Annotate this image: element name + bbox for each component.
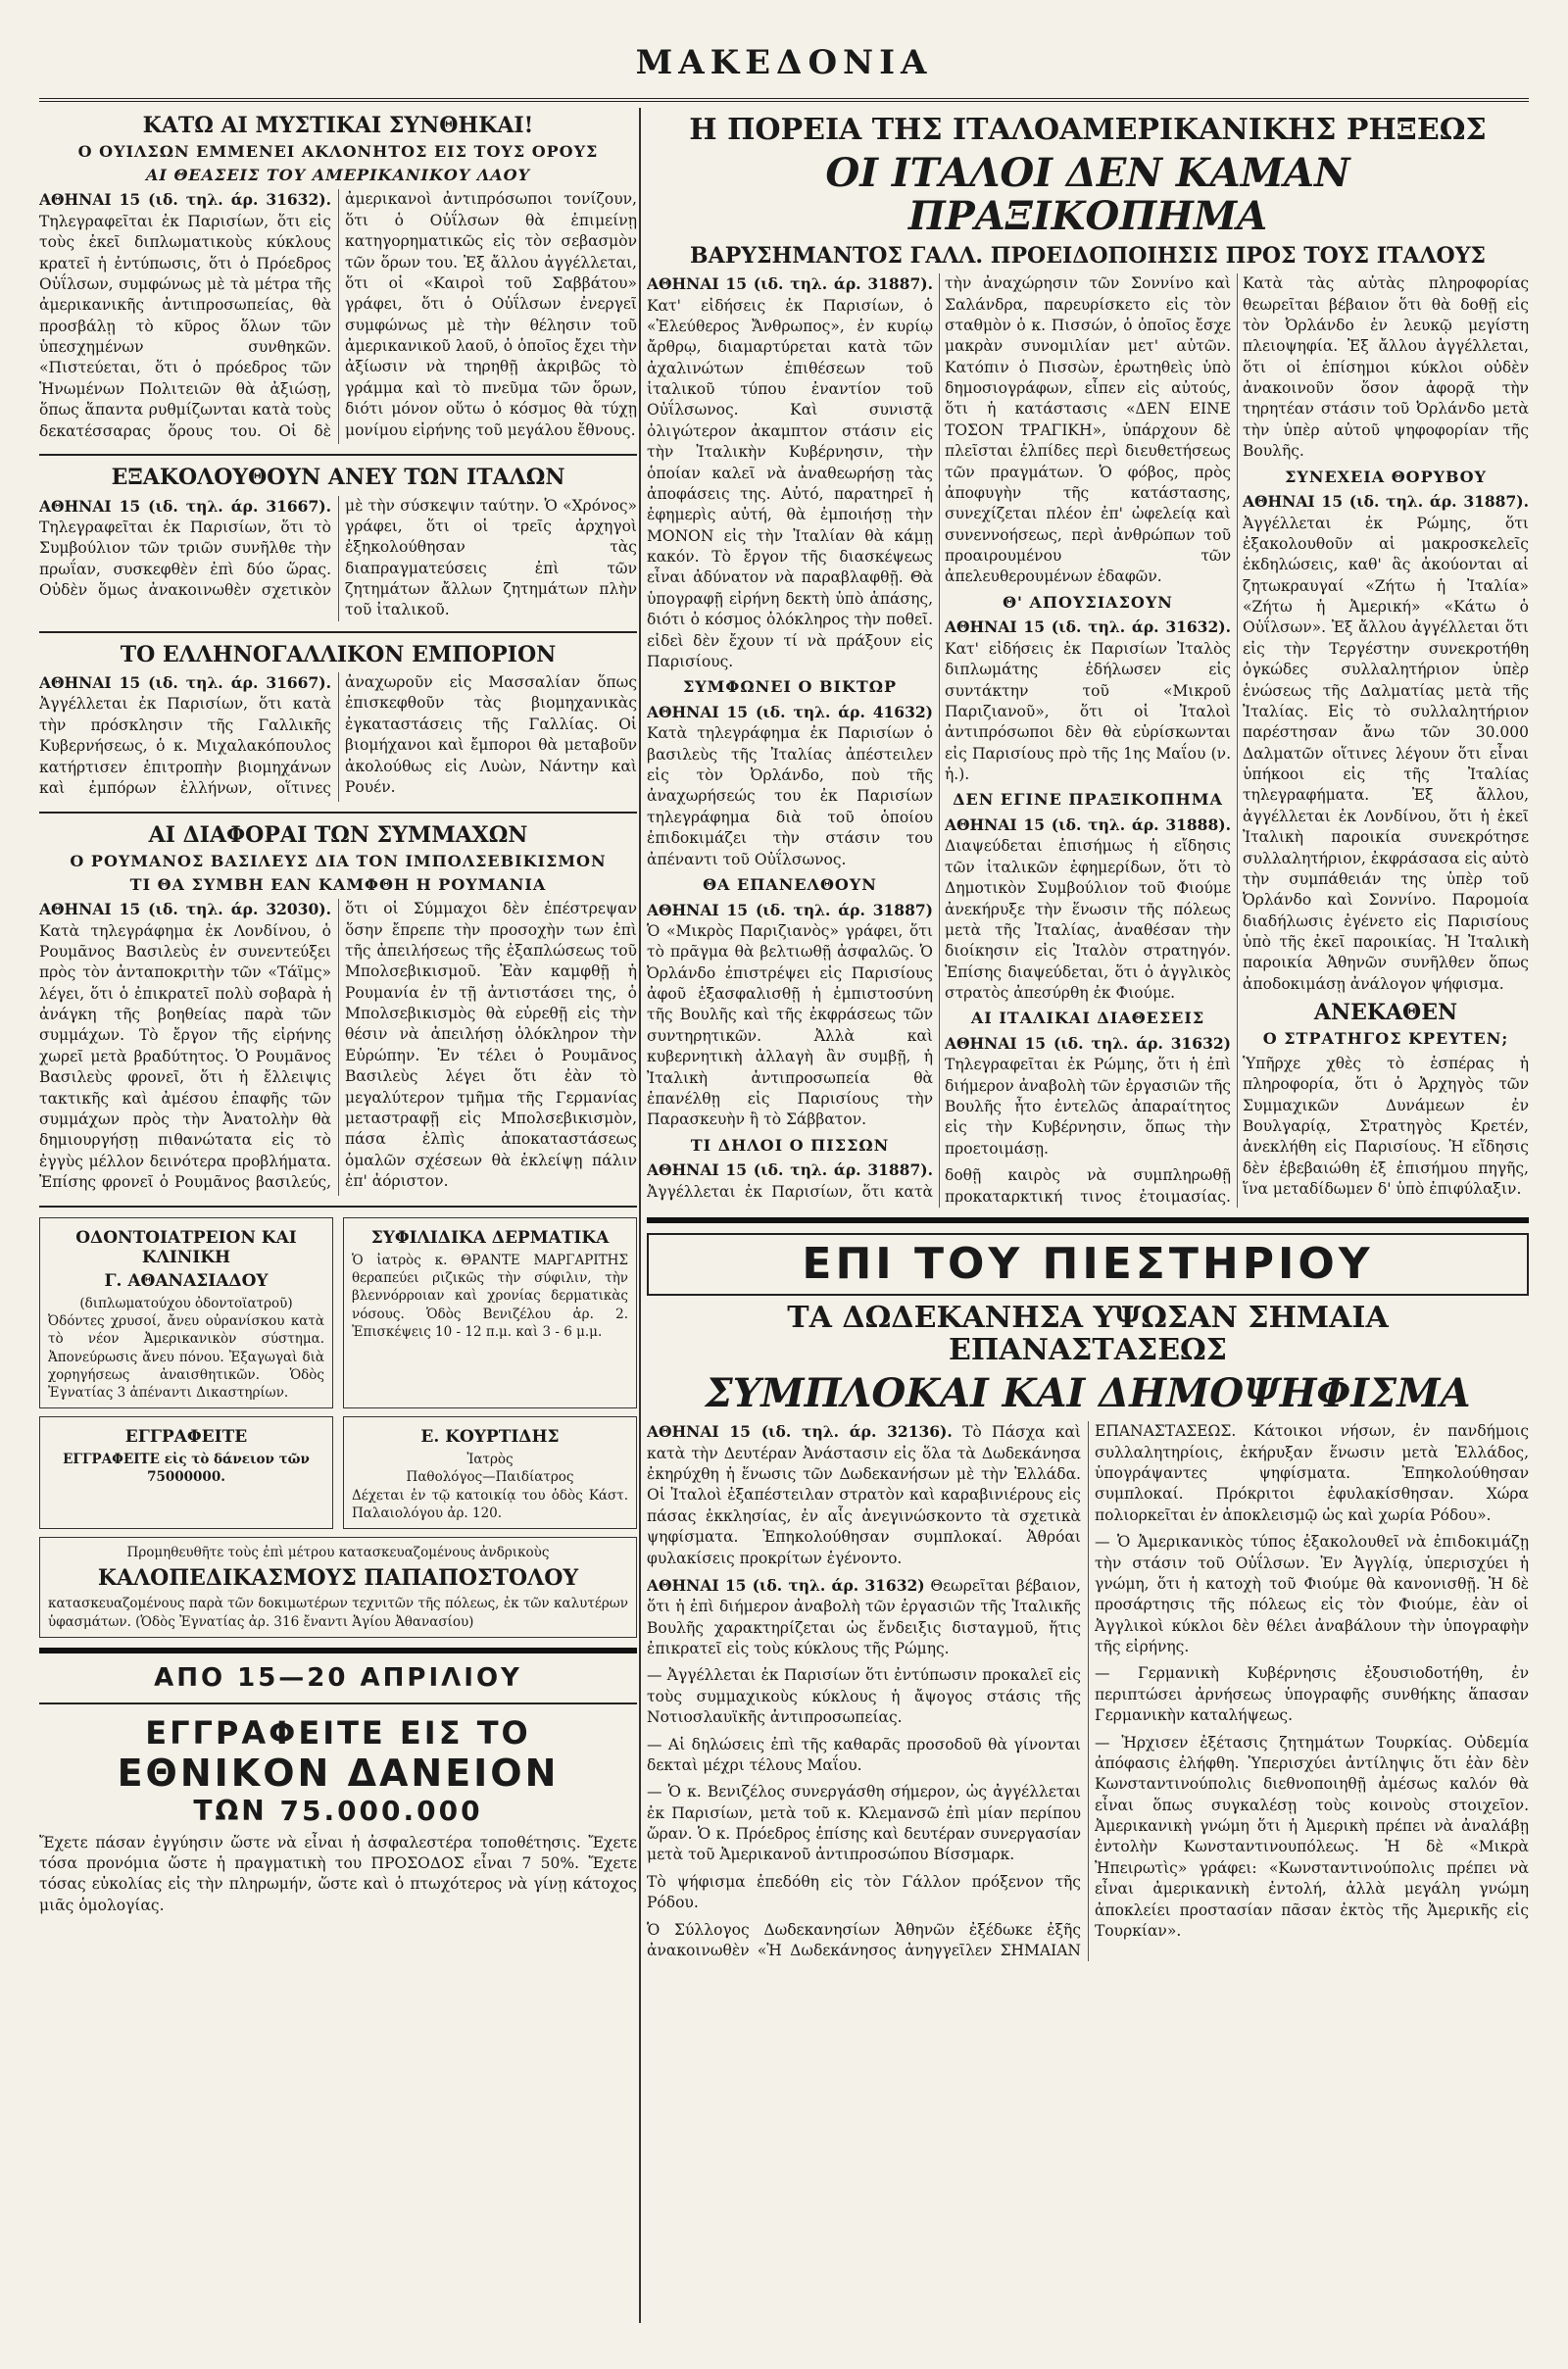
loan-line: ΕΓΓΡΑΦΕΙΤΕ ΕΙΣ ΤΟ [145, 1713, 531, 1752]
ad-title: ΣΥΦΙΛΙΔΙΚΑ ΔΕΡΜΑΤΙΚΑ [370, 1227, 610, 1248]
ad-subscribe [39, 1416, 333, 1529]
ad-text: κατασκευαζομένους παρὰ τῶν δοκιμωτέρων τεχνιτῶν τῆς πόλεως, ἐκ τῶν καλυτέρων ὑφασμάτων. (Ὁδὸς Ἐγνατίας ἀρ. 316 ἔναντι Ἁγίου Ἀθανασίου) [48, 1596, 628, 1630]
article-text: Τὸ Πάσχα καὶ κατὰ τὴν Δευτέραν Ἀνάστασιν εἰς ὅλα τὰ Δωδεκάνησα ἐκηρύχθη ἡ ἕνωσις τῶν Δωδεκανήσων μὲ τὴν Ἑλλάδα. Οἱ Ἰταλοὶ ἐξαπέστειλαν στρατὸν καὶ καραβινιέρους εἰς πάσας ἐκκλησίας, ἐν αἷς ἀνεγινώσκοντο τὰ σχετικὰ ψηφίσματα. Ἐπηκολούθησαν συμπλοκαί. Ἀθρόαι φυλακίσεις προκρίτων ἐγένοντο. [647, 1423, 1081, 1567]
ad-national-loan [39, 1663, 637, 1917]
article-without-italians [39, 466, 637, 620]
article-heading: ΑΙ ΔΙΑΦΟΡΑΙ ΤΩΝ ΣΥΜΜΑΧΩΝ [148, 821, 528, 848]
ad-subtitle: (διπλωματούχου ὀδοντοϊατροῦ) [79, 1295, 293, 1311]
ad-name: Ε. ΚΟΥΡΤΙΔΗΣ [420, 1427, 560, 1448]
section-rule [39, 1648, 637, 1653]
article-greco-french-trade [39, 643, 637, 802]
article-text: Κατ' εἰδήσεις ἐκ Παρισίων, ὁ «Ἐλεύθερος Ἄνθρωπος», ἐν κυρίῳ ἄρθρῳ, διαμαρτύρεται κατὰ τῶν ἀχαλινώτων ἐπιθέσεων τοῦ ἰταλικοῦ τύπου ἐναντίον τοῦ Οὐΐλσωνος. Καὶ συνιστᾷ ὀλιγώτερον ἀκαμπτον στάσιν εἰς τὴν Ἰταλικὴν Κυβέρνησιν, τὴν ὁποίαν καλεῖ νὰ ἀναθεωρήσῃ τὰς ἀποφάσεις της. Αὐτό, παρατηρεῖ ἡ ἐφημερὶς αὐτή, θὰ ἐμποιήσῃ τὴν ΜΟΝΟΝ εἰς τὴν Ἰταλίαν θὰ κάμῃ κακόν. Τὸ ἔργον τῆς διασκέψεως εἶναι ἀδύνατον νὰ παραβλαφθῇ. Θὰ ὑπογραφῇ εἰρήνη δεκτὴ ὑπὸ ἁπάσης, διότι ὁ κόσμος ὁλόκληρος τὴν ποθεῖ. εἰδεὶ δὲν ἔχουν τί νὰ πράξουν εἰς Παρισίους. [647, 296, 933, 670]
ad-row [39, 1217, 637, 1408]
ad-title: ΕΓΓΡΑΦΕΙΤΕ [124, 1427, 248, 1448]
article-heading: ΤΑ ΔΩΔΕΚΑΝΗΣΑ ΥΨΩΣΑΝ ΣΗΜΑΙΑ ΕΠΑΝΑΣΤΑΣΕΩΣ [787, 1301, 1389, 1368]
advertisements [39, 1217, 637, 1638]
article-text: Ὁ Σύλλογος Δωδεκανησίων Ἀθηνῶν ἐξέδωκε ἐξῆς ἀνακοινωθὲν «Ἡ Δωδεκάνησος ἀνηγγεῖλεν ΣΗΜΑΙΑΝ ΕΠΑΝΑΣΤΑΣΕΩΣ. Κάτοικοι νήσων, ἐν πανδήμοις συλλαλητηρίοις, ἐκήρυξαν ἕνωσιν μετὰ Ἑλλάδος, ὑπογράψαντες ψηφίσματα. Ἐπηκολούθησαν συμπλοκαί. Πρόκριτοι ἐφυλακίσθησαν. Χώρα πολιορκεῖται ἐν ἀποκλεισμῷ ὡς καὶ χωρία Ρόδου». [647, 1422, 1529, 1959]
article-subheading: Ο ΟΥΙΛΣΩΝ ΕΜΜΕΝΕΙ ΑΚΛΟΝΗΤΟΣ ΕΙΣ ΤΟΥΣ ΟΡΟΥΣ [77, 142, 599, 162]
article-headline: ΟΙ ΙΤΑΛΟΙ ΔΕΝ ΚΑΜΑΝ ΠΡΑΞΙΚΟΠΗΜΑ [825, 150, 1350, 239]
ad-specialty: Παθολόγος—Παιδίατρος [406, 1469, 574, 1486]
article-text: — Αἱ δηλώσεις ἐπὶ τῆς καθαρᾶς προσοδοῦ θὰ γίνονται δεκταὶ μέχρι τέλους Μαΐου. [647, 1735, 1081, 1774]
article-subheading: ΑΙ ΘΕΑΣΕΙΣ ΤΟΥ ΑΜΕΡΙΚΑΝΙΚΟΥ ΛΑΟΥ [145, 165, 530, 184]
ad-dentist [39, 1217, 333, 1408]
section-rule [39, 631, 637, 633]
ad-text: Δέχεται ἐν τῷ κατοικίᾳ του ὁδὸς Κάστ. Παλαιολόγου ἀρ. 120. [352, 1487, 628, 1521]
masthead [39, 29, 1529, 102]
article-text: Ἀγγέλλεται ἐκ Ρώμης, ὅτι ἐξακολουθοῦν αἱ μακροσκελεῖς ἐκδηλώσεις, καθ' ἃς ἀκούονται αἱ ζητωκραυγαί «Ζήτω ἡ Ἰταλία» «Ζήτω ἡ Ἀμερική» «Κάτω ὁ Οὐΐλσων». Ἐξ ἄλλου ἀγγέλλεται ὅτι εἰς τὴν Τεργέστην συνεκροτήθη ὀγκώδες συλλαλητήριον ὑπὲρ ἑνώσεως τῆς Δαλματίας μετὰ τῆς Ἰταλίας. Εἰς τὸ συλλαλητήριον παρέστησαν ἄνω τῶν 30.000 Δαλματῶν οἵτινες λέγουν ὅτι εἶναι ὑπήκοοι εἰς τῆς Ἰταλίας τηλεγραφήματα. Ἐξ ἄλλου, ἀγγέλλεται ἐκ Λονδίνου, ὅτι ἡ ἐκεῖ Ἰταλικὴ παροικία συνεκρότησε συλλαλητήριον, ἐκφράσασα εἰς αὐτὸ τὴν συμπάθειάν της ὑπὲρ τοῦ Ὀρλάνδο καὶ Σοννίνο. Παρομοία διαδήλωσις ἐγένετο εἰς Παρισίους ὑπὸ τῆς ἐκεῖ παροικίας. Ἡ Ἰταλικὴ παροικία Ἀθηνῶν συνῆλθεν ὅπως ἀποδοκιμάσῃ ἀνάλογον ψήφισμα. [1243, 514, 1529, 993]
article-dodecanese [647, 1302, 1529, 1961]
article-secret-treaties [39, 114, 637, 444]
article-body [647, 1421, 1529, 1961]
section-rule [39, 1206, 637, 1208]
article-text: Τηλεγραφεῖται ἐκ Παρισίων, ὅτι εἰς τοὺς ἐκεῖ διπλωματικοὺς κύκλους κρατεῖ ἡ ἐντύπωσις, ὅτι ὁ Πρόεδρος Οὐΐλσων, συμφώνως μὲ τὰ μέτρα τῆς ἀμερικανικῆς ἀντιπροσωπείας, θὰ προσβάλῃ τὸ κῦρος ὅλων τῶν ὑπεσχημένων συνθηκῶν. «Πιστεύεται, ὅτι ὁ πρόεδρος τῶν Ἡνωμένων Πολιτειῶν θὰ ἀξιώσῃ, ὅπως ἅπαντα ρυθμίζωνται κατὰ τοὺς δεκατέσσαρας ὅρους του. Οἱ δὲ ἀμερικανοὶ ἀντιπρόσωποι τονίζουν, ὅτι ὁ Οὐΐλσων θὰ ἐπιμείνῃ κατηγορηματικῶς εἰς τὸν σεβασμὸν τῶν ὅρων του. Ἐξ ἄλλου ἀγγέλλεται, ὅτι οἱ «Καιροὶ τοῦ Σαββάτου» γράφει, ὅτι ὁ Οὐΐλσων ἐνεργεῖ συμφώνως μὲ τὴν θέλησιν τοῦ ἀμερικανικοῦ λαοῦ, ὁ ὁποῖος ἔχει τὴν ἀξίωσιν νὰ τηρηθῇ ἀκριβῶς τὸ γράμμα καὶ τὸ πνεῦμα τῶν ὅρων, διότι μόνον οὕτω ὁ κόσμος θὰ τύχῃ μονίμου εἰρήνης τοῦ μεγάλου ἔθνους. [39, 190, 637, 440]
ad-text: Ὁ ἰατρὸς κ. ΘΡΑΝΤΕ ΜΑΡΓΑΡΙΤΗΣ θεραπεύει ριζικῶς τὴν σύφιλιν, τὴν βλεννόρροιαν καὶ χρονίας δερματικὰς νόσους. Ὁδὸς Βενιζέλου ἀρ. 2. Ἐπισκέψεις 10 - 12 π.μ. καὶ 3 - 6 μ.μ. [352, 1252, 628, 1340]
section-rule [39, 454, 637, 456]
article-text: Ἀγγέλλεται ἐκ Παρισίων, ὅτι κατὰ τὴν ἀναχώρησιν τῶν Σοννίνο καὶ Σαλάνδρα, παρευρίσκετο εἰς τὸν σταθμὸν ὁ κ. Πισσών, ὁ ὁποῖος ἔσχε μακρὰν συνομιλίαν μετ' αὐτῶν. Κατόπιν ὁ Πισσὼν, ἐρωτηθεὶς ὑπὸ δημοσιογράφων, εἶπεν εἰς αὐτούς, ὅτι ἡ κατάστασις «ΔΕΝ ΕΙΝΕ ΤΟΣΟΝ ΤΡΑΓΙΚΗ», ὑπάρχουν δὲ πλεῖσται ἐλπίδες περὶ διευθετήσεως τῶν πραγμάτων. Ὁ φόβος, πρὸς ἀποφυγὴν τῆς κατάστασης, συνεχίζεται πλέον ἐπ' ὠφελείᾳ καὶ συνεννοήσεως, περὶ ἀνθρώπων τοῦ προαιρουμένου τῶν ἀπελευθερουμένων ἐδαφῶν. [647, 274, 1231, 1201]
ad-title: ΟΔΟΝΤΟΙΑΤΡΕΙΟΝ ΚΑΙ ΚΛΙΝΙΚΗ [75, 1227, 297, 1267]
article-text: Ἀγγέλλεται ἐκ Παρισίων, ὅτι κατὰ τὴν πρόσκλησιν τῆς Γαλλικῆς Κυβερνήσεως, ὁ κ. Μιχαλακόπουλος κατήρτισεν ἐπιτροπὴν βιομηχάνων καὶ ἐμπόρων ἑλλήνων, οἵτινες ἀναχωροῦν εἰς Μασσαλίαν ὅπως ἐπισκεφθοῦν τὰς βιομηχανικὰς ἐγκαταστάσεις τῆς Γαλλίας. Οἱ βιομήχανοι καὶ ἔμποροι θὰ μεταβοῦν ἀκολούθως εἰς Λυὼν, Νάντην καὶ Ρουέν. [39, 673, 637, 797]
article-body [39, 189, 637, 444]
article-text: Κατὰ τηλεγράφημα ἐκ Λονδίνου, ὁ Ρουμᾶνος Βασιλεὺς ἐν συνεντεύξει πρὸς τὸν ἀνταποκριτὴν τῶν «Τάϊμς» λέγει, ὅτι ὁ ἐπικρατεῖ πολὺ σοβαρὰ ἡ ἀνάγκη τῆς βοηθείας παρὰ τῶν συμμάχων. Τὸ ἔργον τῆς εἰρήνης χωρεῖ μετὰ βραδύτητος. Ὁ Ρουμᾶνος Βασιλεὺς φρονεῖ, ὅτι ἡ ἔλλειψις τακτικῆς καὶ ἀμέσου ἐπαφῆς τῶν συμμάχων πρὸς τὴν Ἀνατολὴν θὰ δημιουργήσῃ πιθανώτατα εἰς τὸ ἐγγὺς μέλλον δεινότερα προβλήματα. Ἐπίσης φρονεῖ ὁ Ρουμᾶνος βασιλεύς, ὅτι οἱ Σύμμαχοι δὲν ἐπέστρεψαν ὅσην ἔπρεπε τὴν προσοχὴν των ἐπὶ τῆς ἀπειλήσεως τῆς ἐξαπλώσεως τοῦ Μπολσεβικισμοῦ. Ἐὰν καμφθῇ ἡ Ρουμανία ἐν τῇ ἀντιστάσει της, ὁ Μπολσεβικισμὸς θὰ εὐρεθῇ εἰς τὴν θέσιν νὰ ἀπειλήσῃ ὁλόκληρον τὴν Εὐρώπην. Ἐν τέλει ὁ Ρουμᾶνος Βασιλεὺς λέγει ὅτι ἐὰν τὸ μεγαλύτερον τμῆμα τῆς Γερμανίας μεταστραφῇ εἰς Μπολσεβικισμὸν, πάσα ἐλπὶς ἀποκαταστάσεως ὁμαλῶν σχέσεων θὰ ἐκλείψῃ πάλιν ἐπ' ἀόριστον. [39, 900, 637, 1191]
section-subheading: ΘΑ ΕΠΑΝΕΛΘΟΥΝ [703, 874, 877, 894]
article-text: Τηλεγραφεῖται ἐκ Ρώμης, ὅτι ἡ ἐπὶ διήμερον ἀναβολὴ τῶν ἐργασιῶν τῆς Βουλῆς ἦτο ἐντελῶς ἀπαραίτητος εἰς τὴν Κυβέρνησιν, ὅπως τὴν προετοιμάσῃ. [945, 1056, 1231, 1158]
ad-row [39, 1416, 637, 1529]
ad-title: ΚΑΛΟΠΕΔΙΚΑΣΜΟΥΣ ΠΑΠΑΠΟΣΤΟΛΟΥ [97, 1565, 579, 1592]
section-rule [39, 1703, 637, 1704]
ad-tailor [39, 1537, 637, 1638]
section-rule [39, 812, 637, 814]
article-text: — Ὁ Ἀμερικανικὸς τύπος ἐξακολουθεῖ νὰ ἐπιδοκιμάζῃ τὴν στάσιν τοῦ Οὐΐλσων. Ἐν Ἀγγλίᾳ, ὑπερισχύει ἡ γνώμη, ὅτι ἡ κατοχὴ τοῦ Φιούμε θὰ κανονισθῇ. Ἡ δὲ προσάρτησις τῆς πόλεως εἰς τὸν Φιούμε, ἐὰν οἱ Ἀγγλικοὶ κύκλοι δὲν θέλει ἀναβάλουν τὴν ὑπογραφὴν τῆς εἰρήνης. [1095, 1533, 1529, 1656]
article-text: Θεωρεῖται βέβαιον, ὅτι ἡ ἐπὶ διήμερον ἀναβολὴ τῶν ἐργασιῶν τῆς Ἰταλικῆς Βουλῆς χαρακτηρίζεται ὡς ἔνδειξις δισταγμοῦ, ἥτις ἐπικρατεῖ εἰς τοὺς κύκλους τῆς Ρώμης. [647, 1576, 1081, 1658]
ad-physician [343, 1416, 637, 1529]
dateline: ΑΘΗΝΑΙ 15 (ιδ. τηλ. άρ. 32136). [647, 1422, 953, 1442]
article-heading: ΚΑΤΩ ΑΙ ΜΥΣΤΙΚΑΙ ΣΥΝΘΗΚΑΙ! [142, 113, 534, 138]
newspaper-title: ΜΑΚΕΔΟΝΙΑ [635, 43, 933, 82]
left-column [39, 108, 637, 2369]
dateline: ΑΘΗΝΑΙ 15 (ιδ. τηλ. άρ. 41632) [647, 702, 933, 721]
right-column [647, 108, 1529, 2369]
ad-text: Ὀδόντες χρυσοί, ἄνευ οὐρανίσκου κατὰ τὸ νέον Ἀμερικανικὸν σύστημα. Ἀπονεύρωσις ἄνευ πόνου. Ἐξαγωγαὶ διὰ χορηγήσεως ἀναισθητικῶν. Ὁδὸς Ἐγνατίας 3 ἀπέναντι Δικαστηρίων. [48, 1313, 324, 1401]
dateline: ΑΘΗΝΑΙ 15 (ιδ. τηλ. άρ. 31887). [1243, 492, 1529, 512]
section-subheading: ΔΕΝ ΕΓΙΝΕ ΠΡΑΞΙΚΟΠΗΜΑ [953, 790, 1223, 810]
article-text: Τὸ ψήφισμα ἐπεδόθη εἰς τὸν Γάλλον πρόξενον τῆς Ρόδου. [647, 1872, 1081, 1912]
dateline: ΑΘΗΝΑΙ 15 (ιδ. τηλ. άρ. 31887). [647, 274, 933, 294]
article-headline: ΣΥΜΠΛΟΚΑΙ ΚΑΙ ΔΗΜΟΨΗΦΙΣΜΑ [705, 1370, 1471, 1417]
dateline: ΑΘΗΝΑΙ 15 (ιδ. τηλ. άρ. 31887) [647, 900, 933, 919]
section-subheading: Ο ΣΤΡΑΤΗΓΟΣ ΚΡΕΥΤΕΝ; [1262, 1029, 1509, 1049]
article-italo-american-rift [647, 114, 1529, 1208]
ad-dermatology [343, 1217, 637, 1408]
dateline: ΑΘΗΝΑΙ 15 (ιδ. τηλ. άρ. 31667). [39, 673, 331, 692]
ad-name: Γ. ΑΘΑΝΑΣΙΑΔΟΥ [104, 1270, 269, 1291]
dateline: ΑΘΗΝΑΙ 15 (ιδ. τηλ. άρ. 31667). [39, 496, 331, 516]
article-text: Τηλεγραφεῖται ἐκ Παρισίων, ὅτι τὸ Συμβούλιον τῶν τριῶν συνῆλθε τὴν πρωΐαν, συσκεφθὲν ἐπὶ δύο ὥρας. Οὐδὲν ὅμως ἀνακοινωθὲν σχετικὸν μὲ τὴν σύσκεψιν ταύτην. Ὁ «Χρόνος» γράφει, ὅτι οἱ τρεῖς ἀρχηγοὶ ἐξηκολούθησαν τὰς διαπραγματεύσεις ἐπὶ τῶν ζητημάτων ἄλλων ζητημάτων πλὴν τοῦ ἰταλικοῦ. [39, 496, 637, 619]
ad-role: Ἰατρὸς [466, 1452, 514, 1468]
article-body [39, 496, 637, 621]
section-subheading: ΣΥΜΦΩΝΕΙ Ο ΒΙΚΤΩΡ [682, 677, 898, 697]
article-subheading: ΒΑΡΥΣΗΜΑΝΤΟΣ ΓΑΛΛ. ΠΡΟΕΙΔΟΠΟΙΗΣΙΣ ΠΡΟΣ ΤΟΥΣ ΙΤΑΛΟΥΣ [690, 243, 1486, 269]
section-subheading: ΑΝΕΚΑΘΕΝ [1313, 1000, 1458, 1026]
article-body [39, 672, 637, 802]
article-allied-differences [39, 823, 637, 1196]
loan-dates: ΑΠΟ 15—20 ΑΠΡΙΛΙΟΥ [154, 1662, 522, 1693]
section-subheading: ΤΙ ΔΗΛΟΙ Ο ΠΙΣΣΩΝ [690, 1135, 890, 1155]
ad-text: ΕΓΓΡΑΦΕΙΤΕ εἰς τὸ δάνειον τῶν 75000000. [63, 1452, 310, 1486]
article-text: — Ἠρχισεν ἐξέτασις ζητημάτων Τουρκίας. Οὐδεμία ἀπόφασις ἐλήφθη. Ὑπερισχύει ἀντίληψις ὅτι ἐὰν δὲν Κωνσταντινούπολις διεθνοποιηθῇ ἀμέσως καλόν θὰ εἶναι ὅπως συγκαλέσῃ τοὺς κοινοὺς στοιχεῖον. Ἀμερικανικὴ γνώμη ὅτι ἡ Ἀμερικὴ πρέπει νὰ ἀναλάβῃ ἐντολὴν Κωνσταντινουπόλεως. Ἡ δὲ «Μικρὰ Ἠπειρωτὶς» γράφει: «Κωνσταντινούπολις πρέπει νὰ εἶναι ἀμερικανικὴ ἐντολή, ἀλλὰ μεγάλη γνώμη ἀποκλείει προστασίαν πᾶσαν ἐκτὸς τῆς Ἀμερικῆς εἰς Τουρκίαν». [1095, 1733, 1529, 1940]
article-body [39, 899, 637, 1196]
article-subheading: ΤΙ ΘΑ ΣΥΜΒΗ ΕΑΝ ΚΑΜΦΘΗ Η ΡΟΥΜΑΝΙΑ [129, 874, 547, 894]
article-heading: Η ΠΟΡΕΙΑ ΤΗΣ ΙΤΑΛΟΑΜΕΡΙΚΑΝΙΚΗΣ ΡΗΞΕΩΣ [689, 113, 1487, 147]
dateline: ΑΘΗΝΑΙ 15 (ιδ. τηλ. άρ. 31632). [945, 617, 1231, 637]
dateline: ΑΘΗΝΑΙ 15 (ιδ. τηλ. άρ. 31632) [647, 1575, 925, 1595]
article-text: Ὁ «Μικρὸς Παριζιανὸς» γράφει, ὅτι τὸ πρᾶγμα θὰ βελτιωθῇ ἀσφαλῶς. Ὁ Ὀρλάνδο ἐπιστρέψει εἰς Παρισίους ἀφοῦ ἐξασφαλισθῇ ἡ ἐμπιστοσύνη τῆς Βουλῆς καὶ τῆς ἐκφράσεως τῶν συντηρητικῶν. Ἀλλὰ καὶ κυβερνητικὴ ἀλλαγὴ ἂν συμβῇ, ἡ Ἰταλικὴ ἀντιπροσωπεία θὰ ἐπανέλθῃ εἰς Παρισίους τὴν Παρασκευὴν ἢ τὸ Σάββατον. [647, 921, 933, 1129]
dateline: ΑΘΗΝΑΙ 15 (ιδ. τηλ. άρ. 31887). [647, 1160, 933, 1180]
loan-line: ΤΩΝ 75.000.000 [193, 1794, 483, 1827]
column-divider [639, 108, 641, 2323]
article-text: — Γερμανικὴ Κυβέρνησις ἐξουσιοδοτήθη, ἐν περιπτώσει ἀρνήσεως ὑπογραφῆς συνθήκης ἅπασαν Γερμανικὴν καταλήψεως. [1095, 1664, 1529, 1725]
dateline: ΑΘΗΝΑΙ 15 (ιδ. τηλ. άρ. 31632). [39, 190, 331, 210]
article-subheading: Ο ΡΟΥΜΑΝΟΣ ΒΑΣΙΛΕΥΣ ΔΙΑ ΤΟΝ ΙΜΠΟΛΣΕΒΙΚΙΣΜΟΝ [70, 851, 607, 870]
section-rule [647, 1217, 1529, 1223]
loan-line: ΕΘΝΙΚΟΝ ΔΑΝΕΙΟΝ [117, 1751, 560, 1795]
article-text: Διαψεύδεται ἐπισήμως ἡ εἴδησις τῶν ἰταλικῶν ἐφημερίδων, ὅτι τὸ Δημοτικὸν Συμβούλιον τοῦ Φιούμε ἀνεκήρυξε τὴν ἕνωσιν τῆς πόλεως μετὰ τῆς Ἰταλίας, ἀναθέσαν τὴν διοίκησιν εἰς Ἰταλὸν στρατηγόν. Ἐπίσης διαψεύδεται, ὅτι ὁ ἀγγλικὸς στρατὸς ἀπεσύρθη ἐκ Φιούμε. [945, 837, 1231, 1002]
article-text: Κατ' εἰδήσεις ἐκ Παρισίων Ἰταλὸς διπλωμάτης ἐδήλωσεν εἰς συντάκτην τοῦ «Μικροῦ Παριζιανοῦ», ὅτι οἱ Ἰταλοὶ ἀντιπρόσωποι δὲν θὰ εὑρίσκωνται εἰς Παρισίους πρὸ τῆς 1ης Μαΐου (ν. ἡ.). [945, 639, 1231, 784]
section-subheading: ΑΙ ΙΤΑΛΙΚΑΙ ΔΙΑΘΕΣΕΙΣ [970, 1009, 1205, 1028]
section-subheading: Θ' ΑΠΟΥΣΙΑΣΟΥΝ [1003, 592, 1173, 612]
article-heading: ΤΟ ΕΛΛΗΝΟΓΑΛΛΙΚΟΝ ΕΜΠΟΡΙΟΝ [120, 641, 557, 667]
ad-intro: Προμηθευθῆτε τοὺς ἐπὶ μέτρου κατασκευαζομένους ἀνδρικοὺς [126, 1545, 550, 1561]
article-text: — Ἀγγέλλεται ἐκ Παρισίων ὅτι ἐντύπωσιν προκαλεῖ εἰς τοὺς συμμαχικοὺς κύκλους ἡ ἄψογος στάσις τῆς Νοτιοσλαυϊκῆς ἀντιπροσωπείας. [647, 1666, 1081, 1727]
article-text: — Ὁ κ. Βενιζέλος συνεργάσθη σήμερον, ὡς ἀγγέλλεται ἐκ Παρισίων, μετὰ τοῦ κ. Κλεμανσῶ ἐπὶ μίαν περίπου ὥραν. Ὁ κ. Πρόεδρος ἐπίσης καὶ δευτέραν συνεργασίαν μετὰ τοῦ Ἀμερικανοῦ ἀντιπροσώπου Βίσσμαρκ. [647, 1783, 1081, 1864]
article-text: Ὑπῆρχε χθὲς τὸ ἑσπέρας ἡ πληροφορία, ὅτι ὁ Ἀρχηγὸς τῶν Συμμαχικῶν Δυνάμεων ἐν Βουλγαρίᾳ, Στρατηγὸς Κρετέν, ἀνεκλήθη εἰς Παρισίους. Ἡ εἴδησις δὲν ἐβεβαιώθη ἐξ ἐπισήμου πηγῆς, ἵνα μεταδίδωμεν δ' ὑπὸ ἐπιφύλαξιν. [1243, 1054, 1529, 1199]
article-heading: ΕΞΑΚΟΛΟΥΘΟΥΝ ΑΝΕΥ ΤΩΝ ΙΤΑΛΩΝ [111, 465, 565, 491]
dateline: ΑΘΗΝΑΙ 15 (ιδ. τηλ. άρ. 32030). [39, 900, 331, 919]
section-subheading: ΣΥΝΕΧΕΙΑ ΘΟΡΥΒΟΥ [1285, 467, 1487, 486]
dateline: ΑΘΗΝΑΙ 15 (ιδ. τηλ. άρ. 31632) [945, 1033, 1231, 1053]
article-text: Κατὰ τηλεγράφημα ἐκ Παρισίων ὁ βασιλεὺς τῆς Ἰταλίας ἀπέστειλεν εἰς τὸν Ὀρλάνδο, ποὺ τῆς ἀναχωρήσεώς του ἐκ Παρισίων τηλεγράφημα διὰ τοῦ ὁποίου ἐπιδοκιμάζει τὴν στάσιν του ἀπέναντι τοῦ Οὐΐλσωνος. [647, 724, 933, 868]
dateline: ΑΘΗΝΑΙ 15 (ιδ. τηλ. άρ. 31888). [945, 815, 1231, 834]
article-body [647, 273, 1529, 1208]
loan-text: Ἔχετε πάσαν ἐγγύησιν ὥστε νὰ εἶναι ἡ ἀσφαλεστέρα τοποθέτησις. Ἔχετε τόσα προνόμια ὥστε ἡ πραγματικὴ του ΠΡΟΣΟΔΟΣ εἶναι 7 50%. Ἔχετε τόσας εὐκολίας εἰς τὴν πληρωμήν, ὥστε καὶ ὁ πτωχότερος νὰ γίνῃ κάτοχος μιᾶς ὁμολογίας. [39, 1833, 637, 1914]
banner-heading: ΕΠΙ ΤΟΥ ΠΙΕΣΤΗΡΙΟΥ [647, 1233, 1529, 1296]
article-text: δοθῇ καιρὸς νὰ συμπληρωθῇ προκαταρκτική τινος ἐτοιμασίας. Κατὰ τὰς αὐτὰς πληροφορίας θεωρεῖται βέβαιον ὅτι θὰ δοθῇ εἰς τὸν Ὀρλάνδο ἐν λευκῷ μεγίστη πλειοψηφία. Ἐξ ἄλλου ἀγγέλλεται, ὅτι οἱ ἐπίσημοι κύκλοι οὐδὲν ἀνακοινοῦν ὅσον ἀφορᾷ τὴν τηρητέαν στάσιν τοῦ Ὀρλάνδο μετὰ τὴν ὑπὲρ αὐτοῦ ψηφοφορίαν τῆς Βουλῆς. [945, 274, 1529, 1206]
